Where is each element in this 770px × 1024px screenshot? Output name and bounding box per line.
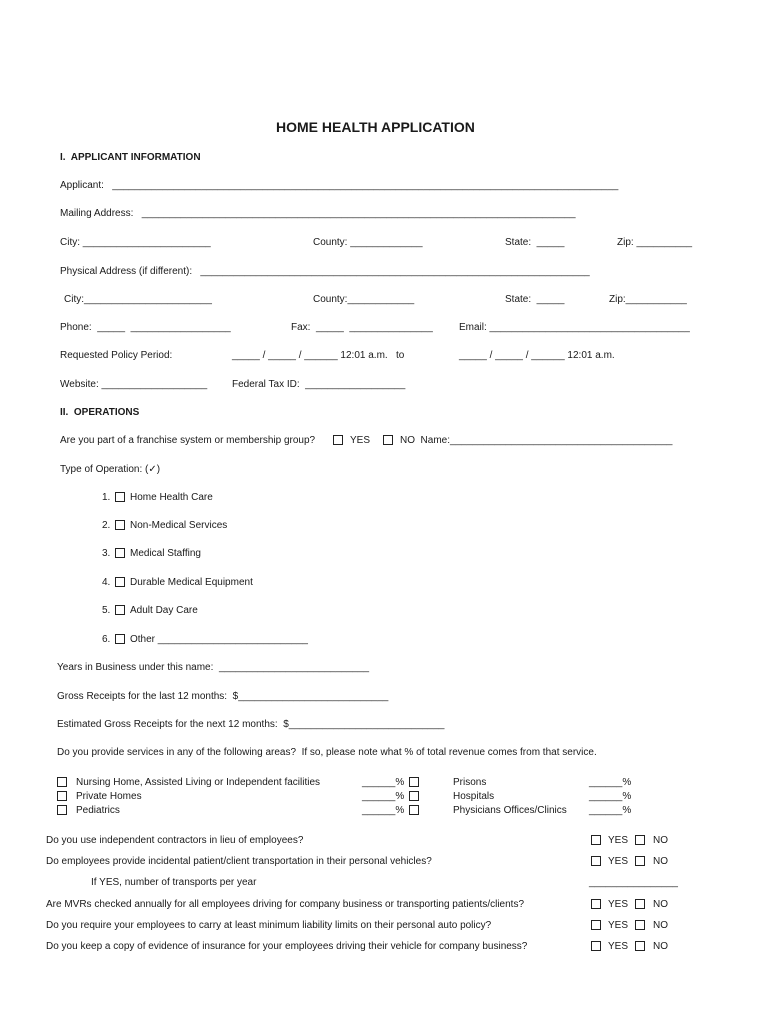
physical-state-field[interactable]: State: _____ (505, 294, 565, 305)
yes-label: YES (608, 835, 629, 846)
no-label: NO (653, 899, 668, 910)
franchise-yes-checkbox[interactable] (333, 435, 343, 445)
area-checkbox[interactable] (409, 805, 419, 815)
section-heading-operations: II. OPERATIONS (60, 407, 140, 418)
gross-receipts-last-field[interactable]: Gross Receipts for the last 12 months: $___________________________ (57, 691, 389, 702)
question-text: Do employees provide incidental patient/client transportation in their personal vehicles? (46, 856, 432, 867)
operation-label: Medical Staffing (130, 548, 201, 559)
franchise-no-checkbox[interactable] (383, 435, 393, 445)
area-checkbox[interactable] (409, 791, 419, 801)
operation-number: 3. (102, 548, 111, 559)
section-heading-applicant: I. APPLICANT INFORMATION (60, 152, 201, 163)
yes-label: YES (608, 920, 629, 931)
area-percent-field[interactable]: ______% (589, 805, 632, 816)
operation-checkbox[interactable] (115, 605, 125, 615)
applicant-field[interactable]: Applicant: ___________________________________________________________________________________________ (60, 180, 619, 191)
operation-label: Adult Day Care (130, 605, 198, 616)
no-label: NO (653, 941, 668, 952)
yes-checkbox[interactable] (591, 920, 601, 930)
type-of-operation-label: Type of Operation: (✓) (60, 464, 161, 475)
operation-checkbox[interactable] (115, 492, 125, 502)
area-percent-field[interactable]: ______% (362, 777, 405, 788)
physical-address-field[interactable]: Physical Address (if different): ______________________________________________________________________ (60, 266, 590, 277)
area-percent-field[interactable]: ______% (362, 805, 405, 816)
physical-zip-field[interactable]: Zip:___________ (609, 294, 687, 305)
no-label: NO (653, 920, 668, 931)
operation-checkbox[interactable] (115, 548, 125, 558)
operation-number: 2. (102, 520, 111, 531)
yes-checkbox[interactable] (591, 856, 601, 866)
franchise-question: Are you part of a franchise system or membership group? (60, 435, 316, 446)
operation-label: Non-Medical Services (130, 520, 228, 531)
federal-tax-id-field[interactable]: Federal Tax ID: __________________ (232, 379, 406, 390)
policy-period-label: Requested Policy Period: (60, 350, 173, 361)
operation-number: 4. (102, 577, 111, 588)
question-text: Are MVRs checked annually for all employees driving for company business or transporting patients/clients? (46, 899, 525, 910)
email-field[interactable]: Email: ____________________________________ (459, 322, 690, 333)
operation-number: 6. (102, 634, 111, 645)
operation-number: 1. (102, 492, 111, 503)
form-title: HOME HEALTH APPLICATION (276, 119, 475, 135)
yes-checkbox[interactable] (591, 941, 601, 951)
years-in-business-field[interactable]: Years in Business under this name: ___________________________ (57, 662, 370, 673)
question-text: Do you require your employees to carry at least minimum liability limits on their personal auto policy? (46, 920, 492, 931)
question-text: Do you keep a copy of evidence of insurance for your employees driving their vehicle for company business? (46, 941, 528, 952)
policy-from-field[interactable]: _____ / _____ / ______ 12:01 a.m. to (232, 350, 405, 361)
yes-checkbox[interactable] (591, 835, 601, 845)
question-text: Do you use independent contractors in lieu of employees? (46, 835, 304, 846)
state-field[interactable]: State: _____ (505, 237, 565, 248)
zip-field[interactable]: Zip: __________ (617, 237, 693, 248)
area-checkbox[interactable] (57, 805, 67, 815)
city-field[interactable]: City: _______________________ (60, 237, 211, 248)
area-label: Nursing Home, Assisted Living or Independent facilities (76, 777, 321, 788)
area-checkbox[interactable] (409, 777, 419, 787)
no-label: NO (653, 856, 668, 867)
operation-label: Home Health Care (130, 492, 213, 503)
operation-checkbox[interactable] (115, 634, 125, 644)
area-label: Hospitals (453, 791, 495, 802)
area-label: Pediatrics (76, 805, 120, 816)
operation-number: 5. (102, 605, 111, 616)
operation-checkbox[interactable] (115, 577, 125, 587)
physical-county-field[interactable]: County:____________ (313, 294, 415, 305)
policy-to-field[interactable]: _____ / _____ / ______ 12:01 a.m. (459, 350, 615, 361)
fax-field[interactable]: Fax: _____ _______________ (291, 322, 433, 333)
physical-city-field[interactable]: City:_______________________ (64, 294, 212, 305)
transports-label: If YES, number of transports per year (91, 877, 257, 888)
yes-label: YES (608, 856, 629, 867)
county-field[interactable]: County: _____________ (313, 237, 423, 248)
no-checkbox[interactable] (635, 856, 645, 866)
area-percent-field[interactable]: ______% (589, 777, 632, 788)
website-field[interactable]: Website: ___________________ (60, 379, 208, 390)
no-label: NO (653, 835, 668, 846)
service-areas-question: Do you provide services in any of the following areas? If so, please note what % of total revenue comes from that service. (57, 747, 597, 758)
area-label: Private Homes (76, 791, 142, 802)
area-label: Prisons (453, 777, 487, 788)
no-checkbox[interactable] (635, 920, 645, 930)
no-checkbox[interactable] (635, 835, 645, 845)
gross-receipts-next-field[interactable]: Estimated Gross Receipts for the next 12 months: $____________________________ (57, 719, 445, 730)
area-checkbox[interactable] (57, 791, 67, 801)
franchise-name-field[interactable]: NO Name:________________________________________ (400, 435, 673, 446)
operation-label: Durable Medical Equipment (130, 577, 253, 588)
franchise-yes-label: YES (350, 435, 371, 446)
yes-label: YES (608, 899, 629, 910)
mailing-address-field[interactable]: Mailing Address: ______________________________________________________________________________ (60, 208, 576, 219)
yes-checkbox[interactable] (591, 899, 601, 909)
no-checkbox[interactable] (635, 899, 645, 909)
yes-label: YES (608, 941, 629, 952)
operation-checkbox[interactable] (115, 520, 125, 530)
area-checkbox[interactable] (57, 777, 67, 787)
operation-other-field[interactable]: Other ___________________________ (130, 634, 308, 645)
area-label: Physicians Offices/Clinics (453, 805, 567, 816)
area-percent-field[interactable]: ______% (589, 791, 632, 802)
no-checkbox[interactable] (635, 941, 645, 951)
phone-field[interactable]: Phone: _____ __________________ (60, 322, 231, 333)
transports-field[interactable]: ________________ (589, 877, 678, 888)
area-percent-field[interactable]: ______% (362, 791, 405, 802)
